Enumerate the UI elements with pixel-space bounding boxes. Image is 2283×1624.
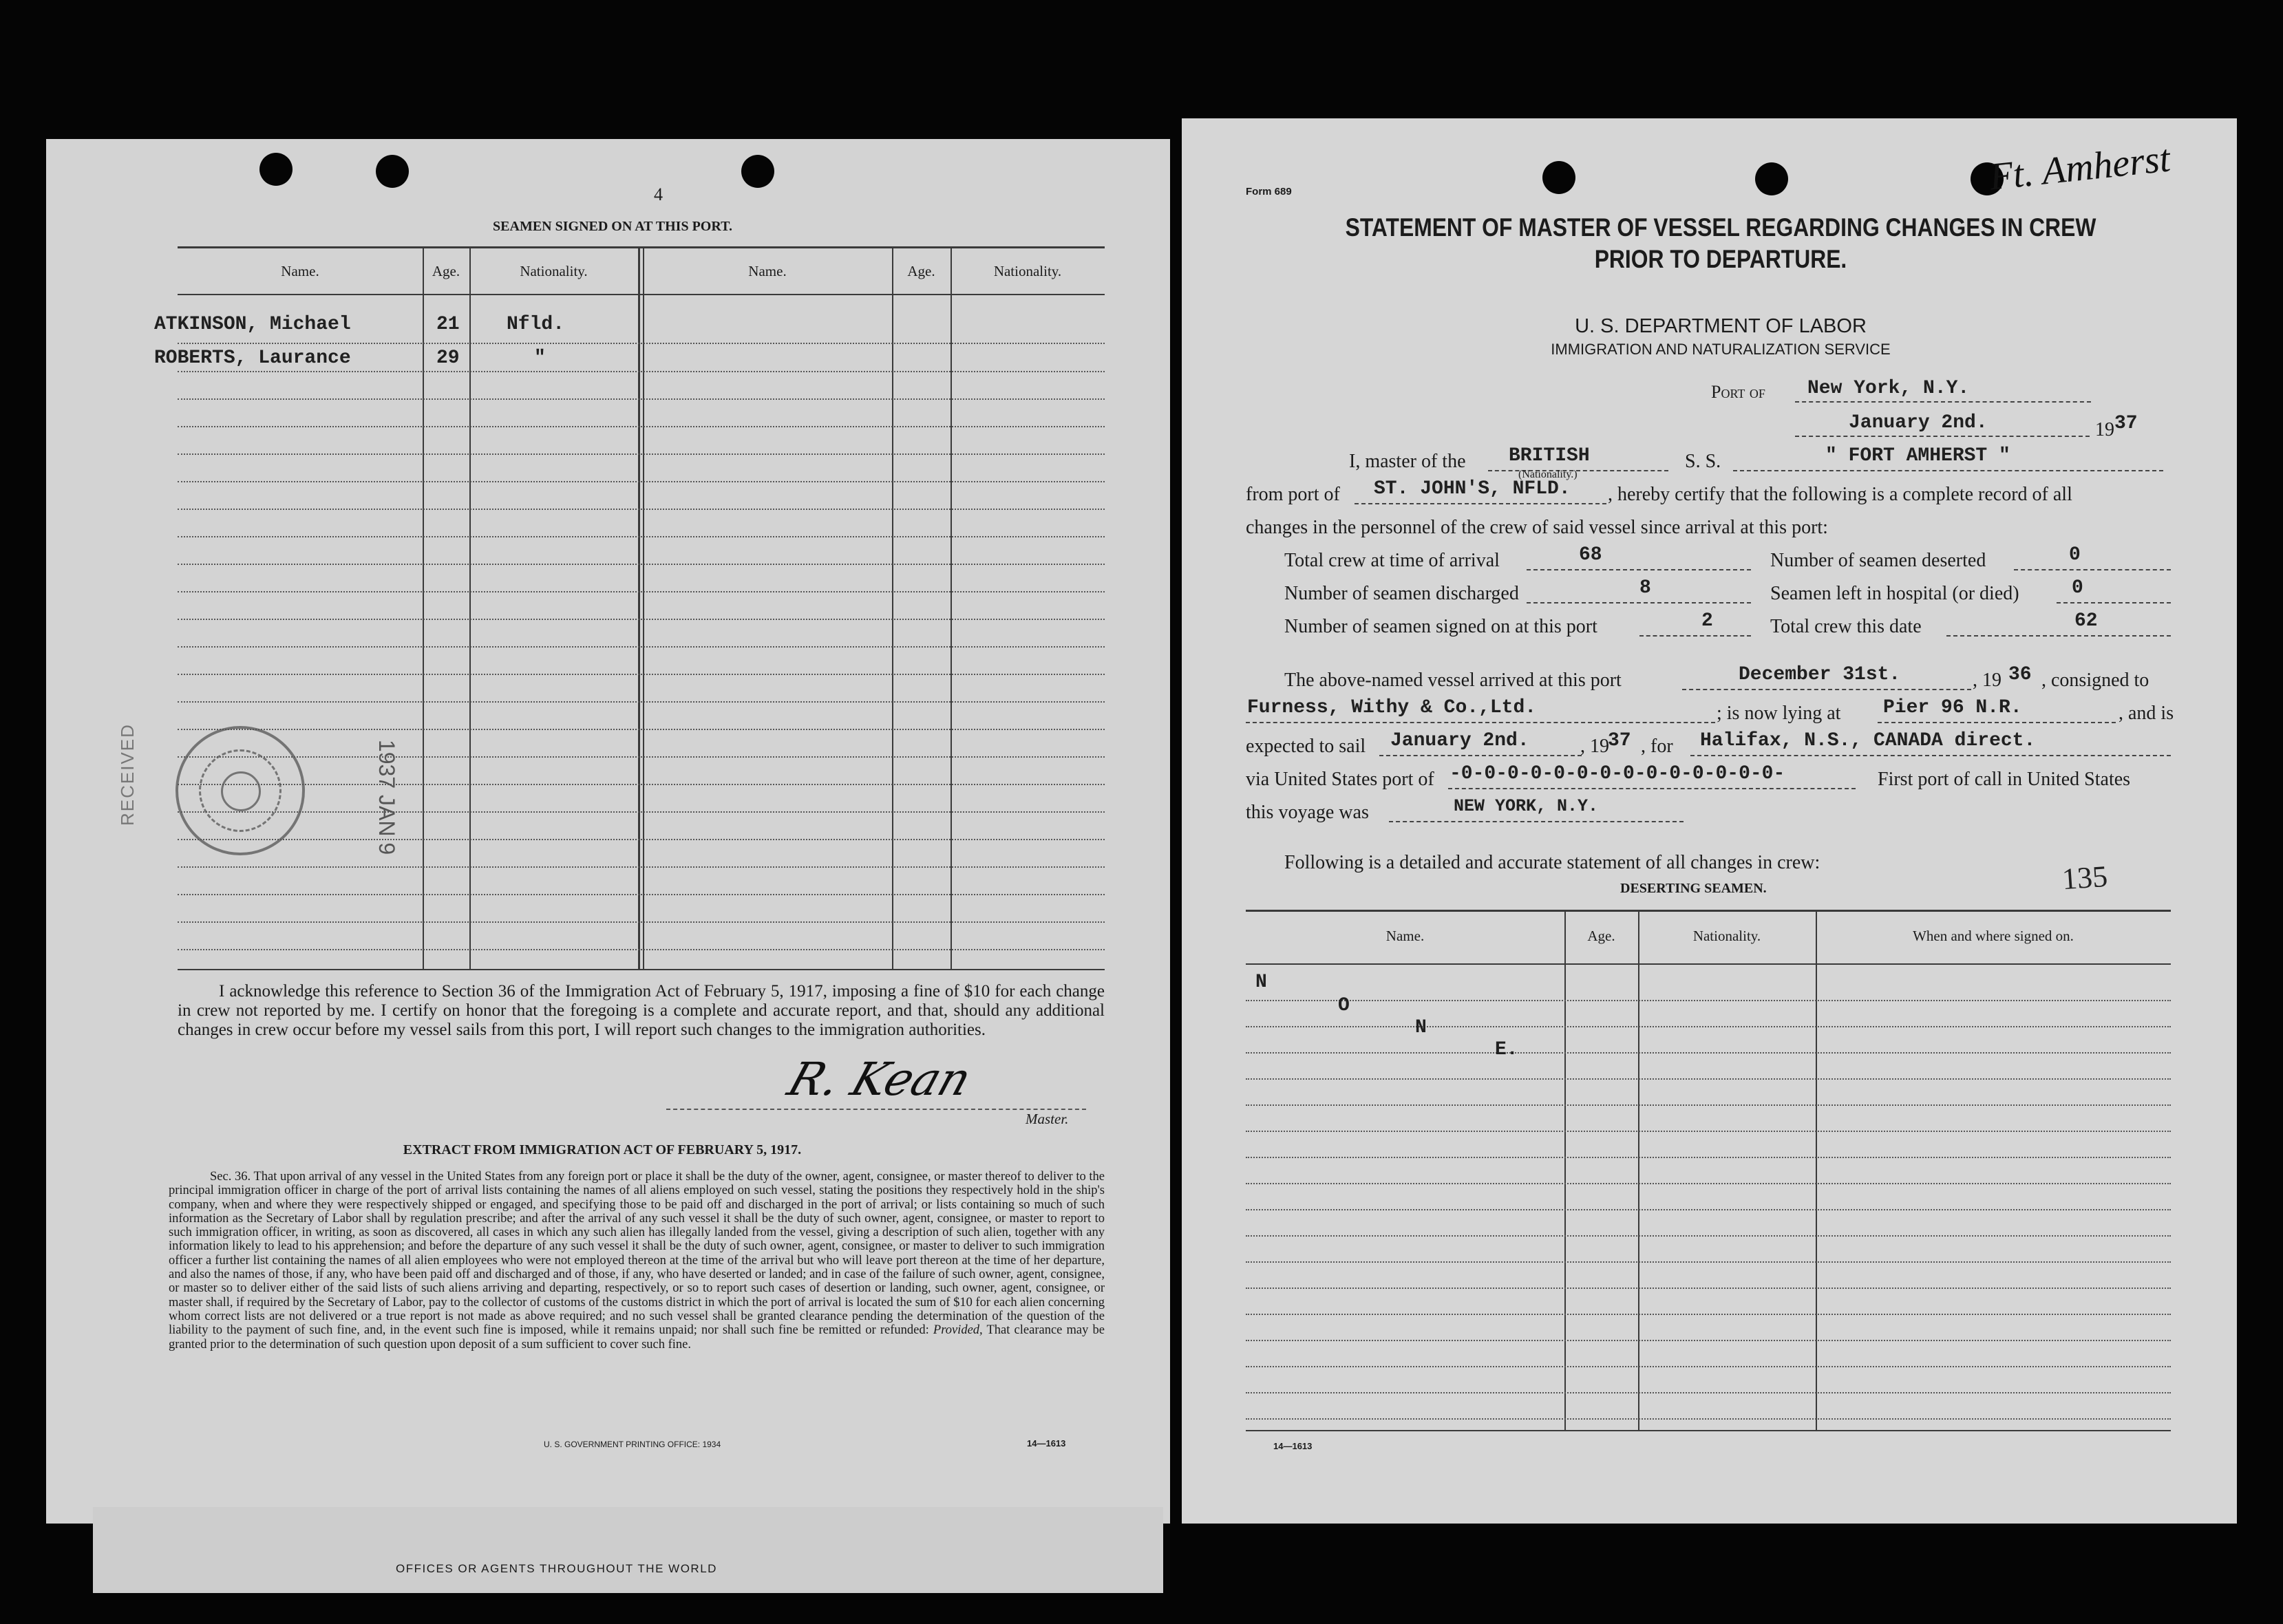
ship-name: " FORT AMHERST " bbox=[1825, 445, 2010, 467]
stat-value: 62 bbox=[2074, 610, 2098, 632]
deserting-title: DESERTING SEAMEN. bbox=[1620, 881, 1767, 896]
col-header-name: Name. bbox=[1385, 928, 1425, 944]
none-letter: O bbox=[1338, 995, 1350, 1016]
consigned-text: , consigned to bbox=[2041, 670, 2149, 691]
stat-value: 2 bbox=[1701, 610, 1713, 632]
changes-text: changes in the personnel of the crew of said vessel since arrival at this port: bbox=[1246, 517, 1828, 538]
immigration-service-seal bbox=[176, 726, 305, 855]
department-name: U. S. DEPARTMENT OF LABOR bbox=[1575, 315, 1867, 337]
from-port-label: from port of bbox=[1246, 484, 1340, 505]
destination-value: Halifax, N.S., CANADA direct. bbox=[1700, 730, 2036, 751]
first-port-text: First port of call in United States bbox=[1878, 769, 2131, 790]
punch-hole bbox=[741, 155, 774, 188]
ss-label: S. S. bbox=[1685, 451, 1721, 472]
printing-office: U. S. GOVERNMENT PRINTING OFFICE: 1934 bbox=[544, 1440, 721, 1449]
port-value: New York, N.Y. bbox=[1807, 378, 1970, 399]
arrived-date: December 31st. bbox=[1739, 664, 1901, 685]
stat-label: Number of seamen deserted bbox=[1770, 550, 1986, 571]
nationality-value: BRITISH bbox=[1509, 445, 1590, 467]
received-stamp: RECEIVED bbox=[117, 723, 138, 826]
sail-date: January 2nd. bbox=[1390, 730, 1529, 751]
col-header-age: Age. bbox=[432, 263, 460, 279]
seaman-name: ATKINSON, Michael bbox=[154, 314, 351, 335]
nationality-caption: (Nationality.) bbox=[1518, 469, 1578, 480]
col-header-age: Age. bbox=[907, 263, 935, 279]
col-header-nationality: Nationality. bbox=[520, 263, 588, 279]
stat-value: 0 bbox=[2072, 577, 2083, 599]
form-title: STATEMENT OF MASTER OF VESSEL REGARDING CHANGES IN CREW PRIOR TO DEPARTURE. bbox=[1345, 213, 2096, 273]
port-label: Port of bbox=[1711, 382, 1765, 402]
extract-section: Sec. 36. bbox=[210, 1170, 251, 1184]
voyage-value: NEW YORK, N.Y. bbox=[1454, 796, 1599, 816]
arrived-year: 36 bbox=[2008, 664, 2032, 685]
certify-text: , hereby certify that the following is a complete record of all bbox=[1608, 484, 2072, 505]
year-value: 37 bbox=[2114, 413, 2138, 434]
left-form-code: 14—1613 bbox=[1027, 1438, 1066, 1449]
stat-label: Total crew this date bbox=[1770, 616, 1922, 637]
stat-value: 68 bbox=[1579, 544, 1602, 566]
extract-text: Sec. 36. That upon arrival of any vessel in the United States from any foreign port or place it shall be the duty of the owner, agent, consignee, or master thereof to deliver to the principal immigration officer in charge of the port of arrival lists containing the names of all aliens employed on such vessel, stating the positions they respectively hold in the ship's company, when and where they were respectively shipped or engaged, and specifying those to be paid off and discharged in the port of arrival; or lists containing so much of such information as the Secretary of Labor shall by regulation prescribe; and after the arrival of any such vessel it shall be the duty of such owner, agent, consignee, or master to report to such immigration officer, in writing, as soon as discovered, all cases in which any such alien has illegally landed from the vessel, giving a description of such alien, together with any information likely to lead to his apprehension; and before the departure of any such vessel it shall be the duty of such owner, agent, consignee, or master to deliver to such immigration officer a further list containing the names of all alien employees who were not employed thereon at the time of the arrival but who will leave port thereon at the time of her departure, and also the names of those, if any, who have been paid off and discharged and of those, if any, who have deserted or landed; and in case of the failure of such owner, agent, consignee, or master so to deliver either of the said lists of such aliens arriving and departing, respectively, or so to report such cases of desertion or landing, such owner, agent, consignee, or master shall, if required by the Secretary of Labor, pay to the collector of customs of the customs district in which the port of arrival is located the sum of $10 for each alien concerning whom correct lists are not delivered or a true report is not made as above required; and no such vessel shall be granted clearance pending the determination of the question of the liability to the payment of such fine, and, in the event such fine is imposed, while it remains unpaid; nor shall such fine be remitted or refunded: Provided, That clearance may be granted prior to the determination of such question upon deposit of a sum sufficient to cover such fine. bbox=[169, 1170, 1105, 1351]
from-port-value: ST. JOHN'S, NFLD. bbox=[1374, 478, 1571, 500]
seaman-age: 29 bbox=[436, 348, 460, 369]
punch-hole bbox=[376, 155, 409, 188]
and-is-text: , and is bbox=[2119, 703, 2174, 724]
seaman-nationality: Nfld. bbox=[507, 314, 565, 335]
sail-year: 37 bbox=[1608, 730, 1631, 751]
stamp-date: 1937 JAN 9 bbox=[374, 739, 400, 855]
page-mark: 135 bbox=[2061, 859, 2109, 897]
col-header-name: Name. bbox=[748, 263, 787, 279]
right-form-code: 14—1613 bbox=[1273, 1441, 1313, 1451]
col-header-nationality: Nationality. bbox=[993, 263, 1062, 279]
voyage-text: this voyage was bbox=[1246, 802, 1369, 823]
for-text: , for bbox=[1641, 736, 1673, 757]
seaman-name: ROBERTS, Laurance bbox=[154, 348, 351, 369]
lying-text: ; is now lying at bbox=[1717, 703, 1841, 724]
none-letter: N bbox=[1255, 972, 1267, 993]
punch-hole bbox=[1542, 161, 1575, 194]
page-number: 4 bbox=[654, 184, 663, 204]
punch-hole bbox=[259, 153, 293, 186]
master-label: Master. bbox=[1026, 1111, 1069, 1127]
section-title: SEAMEN SIGNED ON AT THIS PORT. bbox=[493, 219, 732, 234]
via-value: -0-0-0-0-0-0-0-0-0-0-0-0-0-0- bbox=[1450, 763, 1785, 784]
left-page-underlay bbox=[93, 1507, 1163, 1593]
stat-label: Total crew at time of arrival bbox=[1284, 550, 1500, 571]
master-signature: R. Kean bbox=[781, 1053, 978, 1106]
year-prefix: 19 bbox=[2095, 419, 2114, 440]
arrived-year-prefix: , 19 bbox=[1973, 670, 2001, 691]
seaman-nationality: " bbox=[534, 348, 546, 369]
col-header-nationality: Nationality. bbox=[1692, 928, 1761, 944]
stat-value: 8 bbox=[1639, 577, 1651, 599]
following-text: Following is a detailed and accurate statement of all changes in crew: bbox=[1284, 852, 1820, 873]
acknowledgment-text: I acknowledge this reference to Section 36 of the Immigration Act of February 5, 1917, imposing a fine of $10 for each change in crew not reported by me. I certify on honor that the foregoing is a complete and accurate report, and that, should any additional changes in crew occur before my vessel sails from this port, I will report such changes to the immigration authorities. bbox=[178, 982, 1105, 1039]
via-text: via United States port of bbox=[1246, 769, 1434, 790]
none-letter: E. bbox=[1495, 1039, 1518, 1060]
col-header-age: Age. bbox=[1587, 928, 1615, 944]
expected-text: expected to sail bbox=[1246, 736, 1366, 757]
col-header-signed-on: When and where signed on. bbox=[1913, 928, 2074, 944]
punch-hole bbox=[1755, 162, 1788, 195]
footer-text: OFFICES OR AGENTS THROUGHOUT THE WORLD bbox=[396, 1562, 717, 1575]
arrived-text: The above-named vessel arrived at this port bbox=[1284, 670, 1622, 691]
date-value: January 2nd. bbox=[1849, 412, 1988, 434]
stat-label: Number of seamen discharged bbox=[1284, 583, 1519, 604]
stat-label: Number of seamen signed on at this port bbox=[1284, 616, 1597, 637]
form-number: Form 689 bbox=[1246, 186, 1292, 197]
sail-year-prefix: , 19 bbox=[1580, 736, 1609, 757]
consignee-value: Furness, Withy & Co.,Ltd. bbox=[1247, 697, 1537, 718]
none-letter: N bbox=[1415, 1017, 1427, 1038]
pier-value: Pier 96 N.R. bbox=[1883, 697, 2022, 718]
extract-title: EXTRACT FROM IMMIGRATION ACT OF FEBRUARY 5, 1917. bbox=[403, 1142, 802, 1157]
seaman-age: 21 bbox=[436, 314, 460, 335]
service-name: IMMIGRATION AND NATURALIZATION SERVICE bbox=[1551, 341, 1891, 358]
col-header-name: Name. bbox=[281, 263, 319, 279]
stat-label: Seamen left in hospital (or died) bbox=[1770, 583, 2019, 604]
master-of-label: I, master of the bbox=[1349, 451, 1466, 472]
stat-value: 0 bbox=[2069, 544, 2081, 566]
handwritten-ship-note: Ft. Amherst bbox=[1987, 137, 2172, 199]
